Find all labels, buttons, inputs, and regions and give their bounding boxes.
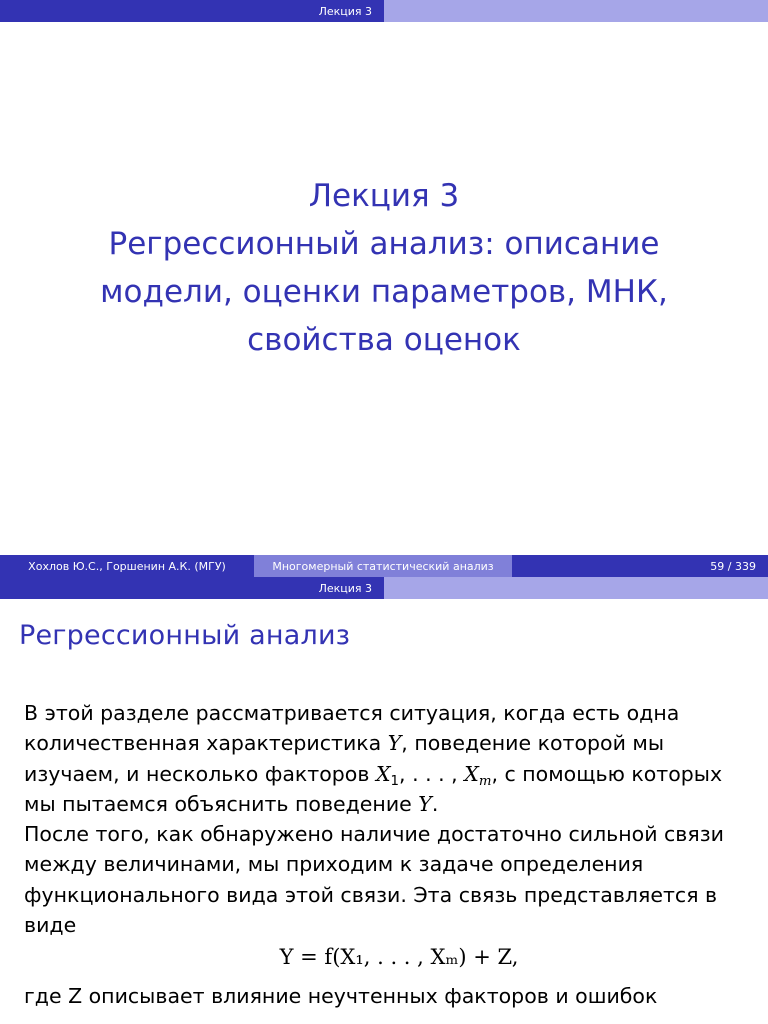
- top-navbar-slide2: [0, 577, 768, 599]
- title-line-2: Регрессионный анализ: описание: [108, 226, 660, 262]
- top-navbar: [0, 0, 768, 22]
- paragraph-2: После того, как обнаружено наличие достаточно сильной связи между величинами, мы приходим к задаче определения функционального вида этой связи. Эта связь представляется в виде: [24, 822, 724, 938]
- footer-author: Хохлов Ю.С., Горшенин А.К. (МГУ): [0, 555, 254, 577]
- navbar-lecture-title[interactable]: Лекция 3: [318, 581, 372, 595]
- slide-body: [24, 698, 744, 1011]
- navbar-section-left: [0, 577, 384, 599]
- footer-page-number: 59 / 339: [512, 555, 768, 577]
- navbar-section-left: [0, 0, 384, 22]
- title-slide-heading: [0, 172, 768, 364]
- paragraph-3: где Z описывает влияние неучтенных факторов и ошибок: [24, 983, 658, 1008]
- footer-course-title: Многомерный статистический анализ: [254, 555, 512, 577]
- title-line-1: Лекция 3: [308, 178, 460, 214]
- navbar-lecture-title[interactable]: Лекция 3: [318, 4, 372, 18]
- frame-title: Регрессионный анализ: [19, 620, 351, 651]
- regression-formula: Y = f(X₁, . . . , Xₘ) + Z,: [279, 945, 519, 970]
- paragraph-1: В этой разделе рассматривается ситуация, когда есть одна количественная характеристика Y, поведение которой мы изучаем, и несколько факторов $X_1$, . . . , $X_m$, с помощью которых мы пытаемся объяснить поведение Y.: [24, 701, 723, 816]
- navbar-section-right: [384, 577, 768, 599]
- title-line-4: свойства оценок: [247, 322, 521, 358]
- slide-footer: [0, 555, 768, 577]
- navbar-section-right: [384, 0, 768, 22]
- title-line-3: модели, оценки параметров, МНК,: [100, 274, 668, 310]
